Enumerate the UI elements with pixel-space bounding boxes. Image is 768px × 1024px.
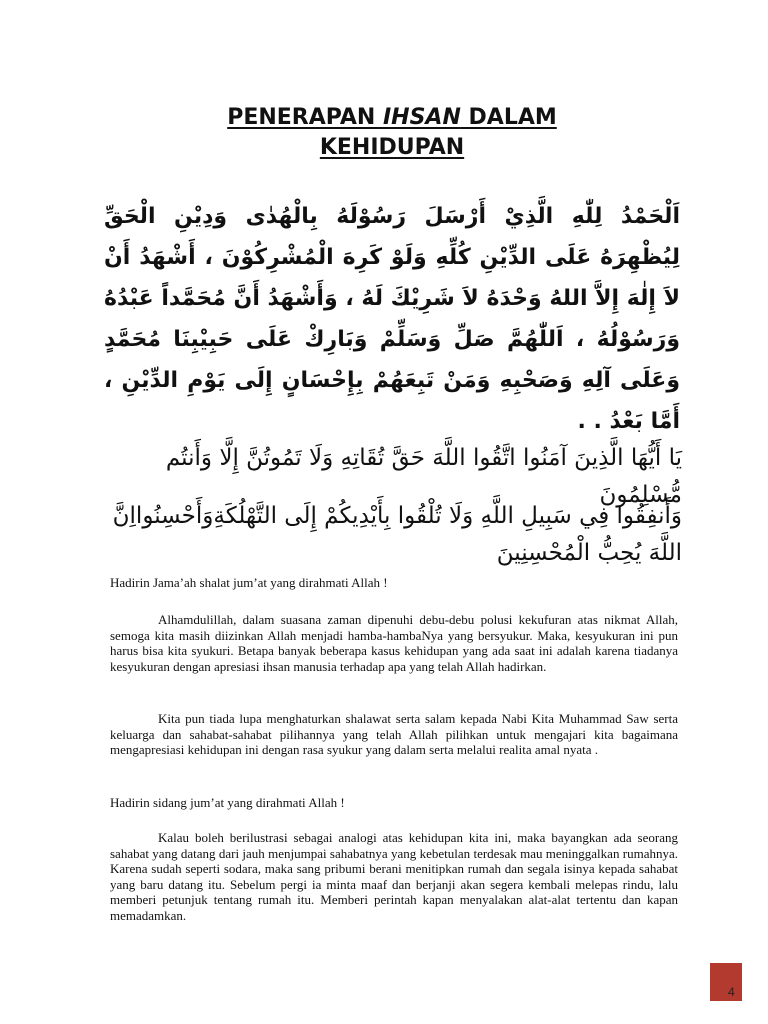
- greeting-2: Hadirin sidang jum’at yang dirahmati Allah !: [110, 795, 345, 810]
- title-italic-word: IHSAN: [382, 105, 461, 130]
- quran-verse-2: وَأَنفِقُوا فِي سَبِيلِ اللَّهِ وَلَا تُلْقُوا بِأَيْدِيكُمْ إِلَى التَّهْلُكَةِوَأَحْسِنُوااِنَّ اللَّهَ يُحِبُّ الْمُحْسِنِينَ: [112, 503, 682, 566]
- title-line2: KEHIDUPAN: [319, 135, 465, 160]
- page-title: [150, 103, 634, 163]
- quran-verse-1: يَا أَيُّهَا الَّذِينَ آمَنُوا اتَّقُوا اللَّهَ حَقَّ تُقَاتِهِ وَلَا تَمُوتُنَّ إِلَّا وَأَنتُم مُّسْلِمُونَ: [165, 445, 682, 508]
- arabic-opening-prayer: اَلْحَمْدُ لِلّٰهِ الَّذِيْ أَرْسَلَ رَسُوْلَهُ بِالْهُدٰى وَدِيْنِ الْحَقِّ لِيُظْهِرَهُ عَلَى الدِّيْنِ كُلِّهِ وَلَوْ كَرِهَ الْمُشْرِكُوْنَ ، أَشْهَدُ أَنْ لاَ إِلٰهَ إِلاَّ اللهُ وَحْدَهُ لاَ شَرِيْكَ لَهُ ، وَأَشْهَدُ أَنَّ مُحَمَّداً عَبْدُهُ وَرَسُوْلُهُ ، اَللّٰهُمَّ صَلِّ وَسَلِّمْ وَبَارِكْ عَلَى حَبِيْبِنَا مُحَمَّدٍ وَعَلَى آلِهِ وَصَحْبِهِ وَمَنْ تَبِعَهُمْ بِإِحْسَانٍ إِلَى يَوْمِ الدِّيْنِ ، أَمَّا بَعْدُ . .: [104, 204, 680, 434]
- page-number-marker: [710, 963, 742, 1001]
- paragraph-1: Alhamdulillah, dalam suasana zaman dipenuhi debu-debu polusi kekufuran atas nikmat Allah, semoga kita masih diizinkan Allah menjadi hamba-hambaNya yang bersyukur. Maka, kesyukuran ini pun harus bisa kita syukuri. Betapa banyak beberapa kasus kehidupan yang ada saat ini adalah karena tiadanya kesyukuran dengan apresiasi ihsan manusia terhadap apa yang telah Allah hadirkan.: [110, 612, 678, 674]
- title-part2: DALAM: [460, 105, 557, 130]
- paragraph-3: Kalau boleh berilustrasi sebagai analogi atas kehidupan kita ini, maka bayangkan ada seorang sahabat yang datang dari jauh menjumpai sahabatnya yang kebetulan terdesak mau meninggalkan rumahnya. Karena sudah seperti sodara, maka sang pribumi berani menitipkan rumah dan segala isinya kepada sahabat yang baru datang itu. Sebelum pergi ia minta maaf dan berjanji akan segera kembali melepas rindu, lalu memberi petunjuk tentang rumah itu. Memberi perintah kapan menyalakan alat-alat tertentu dan kapan memadamkan.: [110, 830, 678, 923]
- paragraph-2: Kita pun tiada lupa menghaturkan shalawat serta salam kepada Nabi Kita Muhammad Saw serta keluarga dan sahabat-sahabat pilihannya yang telah Allah pilihkan untuk mengajari kita bagaimana mengapresiasi kehidupan ini dengan rasa syukur yang dalam serta melalui realita amal nyata .: [110, 711, 678, 758]
- title-part1: PENERAPAN: [227, 105, 383, 130]
- page-number: 4: [728, 985, 735, 999]
- greeting-1: Hadirin Jama’ah shalat jum’at yang dirahmati Allah !: [110, 575, 388, 590]
